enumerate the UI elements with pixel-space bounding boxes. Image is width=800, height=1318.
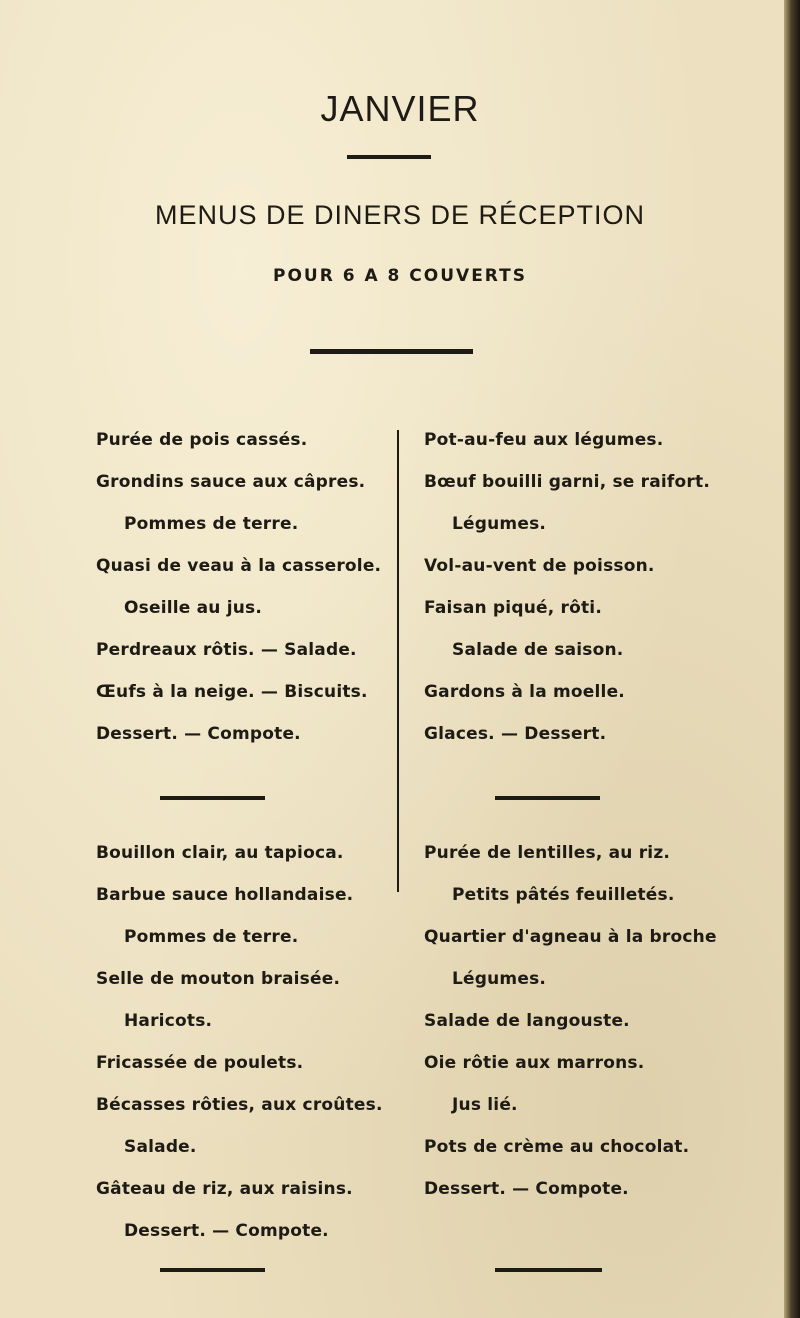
menu-item: Oie rôtie aux marrons.	[424, 1053, 645, 1073]
page-title: JANVIER	[320, 88, 480, 129]
section-rule-bottom-left	[160, 1268, 265, 1272]
menu-item: Perdreaux rôtis. — Salade.	[96, 640, 357, 660]
menu-item: Bouillon clair, au tapioca.	[96, 843, 344, 863]
column-divider	[397, 430, 399, 892]
menu-item: Dessert. — Compote.	[124, 1221, 329, 1241]
menu-item: Petits pâtés feuilletés.	[452, 885, 675, 905]
menu-item: Légumes.	[452, 969, 547, 989]
menu-item: Pots de crème au chocolat.	[424, 1137, 690, 1157]
menu-item: Œufs à la neige. — Biscuits.	[96, 682, 368, 702]
menu-item: Grondins sauce aux câpres.	[96, 472, 366, 492]
menu-item: Haricots.	[124, 1011, 213, 1031]
page-edge	[784, 0, 800, 1318]
menu-item: Quasi de veau à la casserole.	[96, 556, 382, 576]
menu-separator-left	[160, 796, 265, 800]
menu-item: Jus lié.	[452, 1095, 518, 1115]
menu-item: Oseille au jus.	[124, 598, 263, 618]
page-subtitle: MENUS DE DINERS DE RÉCEPTION	[154, 200, 646, 230]
menu-item: Gardons à la moelle.	[424, 682, 625, 702]
menu-item: Dessert. — Compote.	[424, 1179, 629, 1199]
menu-item: Pot-au-feu aux légumes.	[424, 430, 664, 450]
menu-item: Pommes de terre.	[124, 927, 299, 947]
menu-item: Pommes de terre.	[124, 514, 299, 534]
title-rule	[347, 155, 431, 159]
menu-item: Dessert. — Compote.	[96, 724, 301, 744]
menu-item: Faisan piqué, rôti.	[424, 598, 602, 618]
menu-item: Salade de langouste.	[424, 1011, 630, 1031]
menu-item: Gâteau de riz, aux raisins.	[96, 1179, 353, 1199]
menu-item: Purée de lentilles, au riz.	[424, 843, 671, 863]
menu-item: Salade.	[124, 1137, 197, 1157]
menu-item: Salade de saison.	[452, 640, 624, 660]
menu-item: Vol-au-vent de poisson.	[424, 556, 655, 576]
menu-item: Barbue sauce hollandaise.	[96, 885, 354, 905]
menu-separator-right	[495, 796, 600, 800]
section-rule-top	[310, 349, 473, 354]
menu-item: Bécasses rôties, aux croûtes.	[96, 1095, 383, 1115]
menu-item: Légumes.	[452, 514, 547, 534]
section-rule-bottom-right	[495, 1268, 602, 1272]
menu-item: Fricassée de poulets.	[96, 1053, 304, 1073]
page-subtitle-covers: POUR 6 A 8 COUVERTS	[273, 266, 527, 286]
menu-item: Bœuf bouilli garni, se raifort.	[424, 472, 710, 492]
menu-item: Quartier d'agneau à la broche	[424, 927, 717, 947]
menu-item: Glaces. — Dessert.	[424, 724, 607, 744]
menu-item: Purée de pois cassés.	[96, 430, 308, 450]
menu-item: Selle de mouton braisée.	[96, 969, 341, 989]
